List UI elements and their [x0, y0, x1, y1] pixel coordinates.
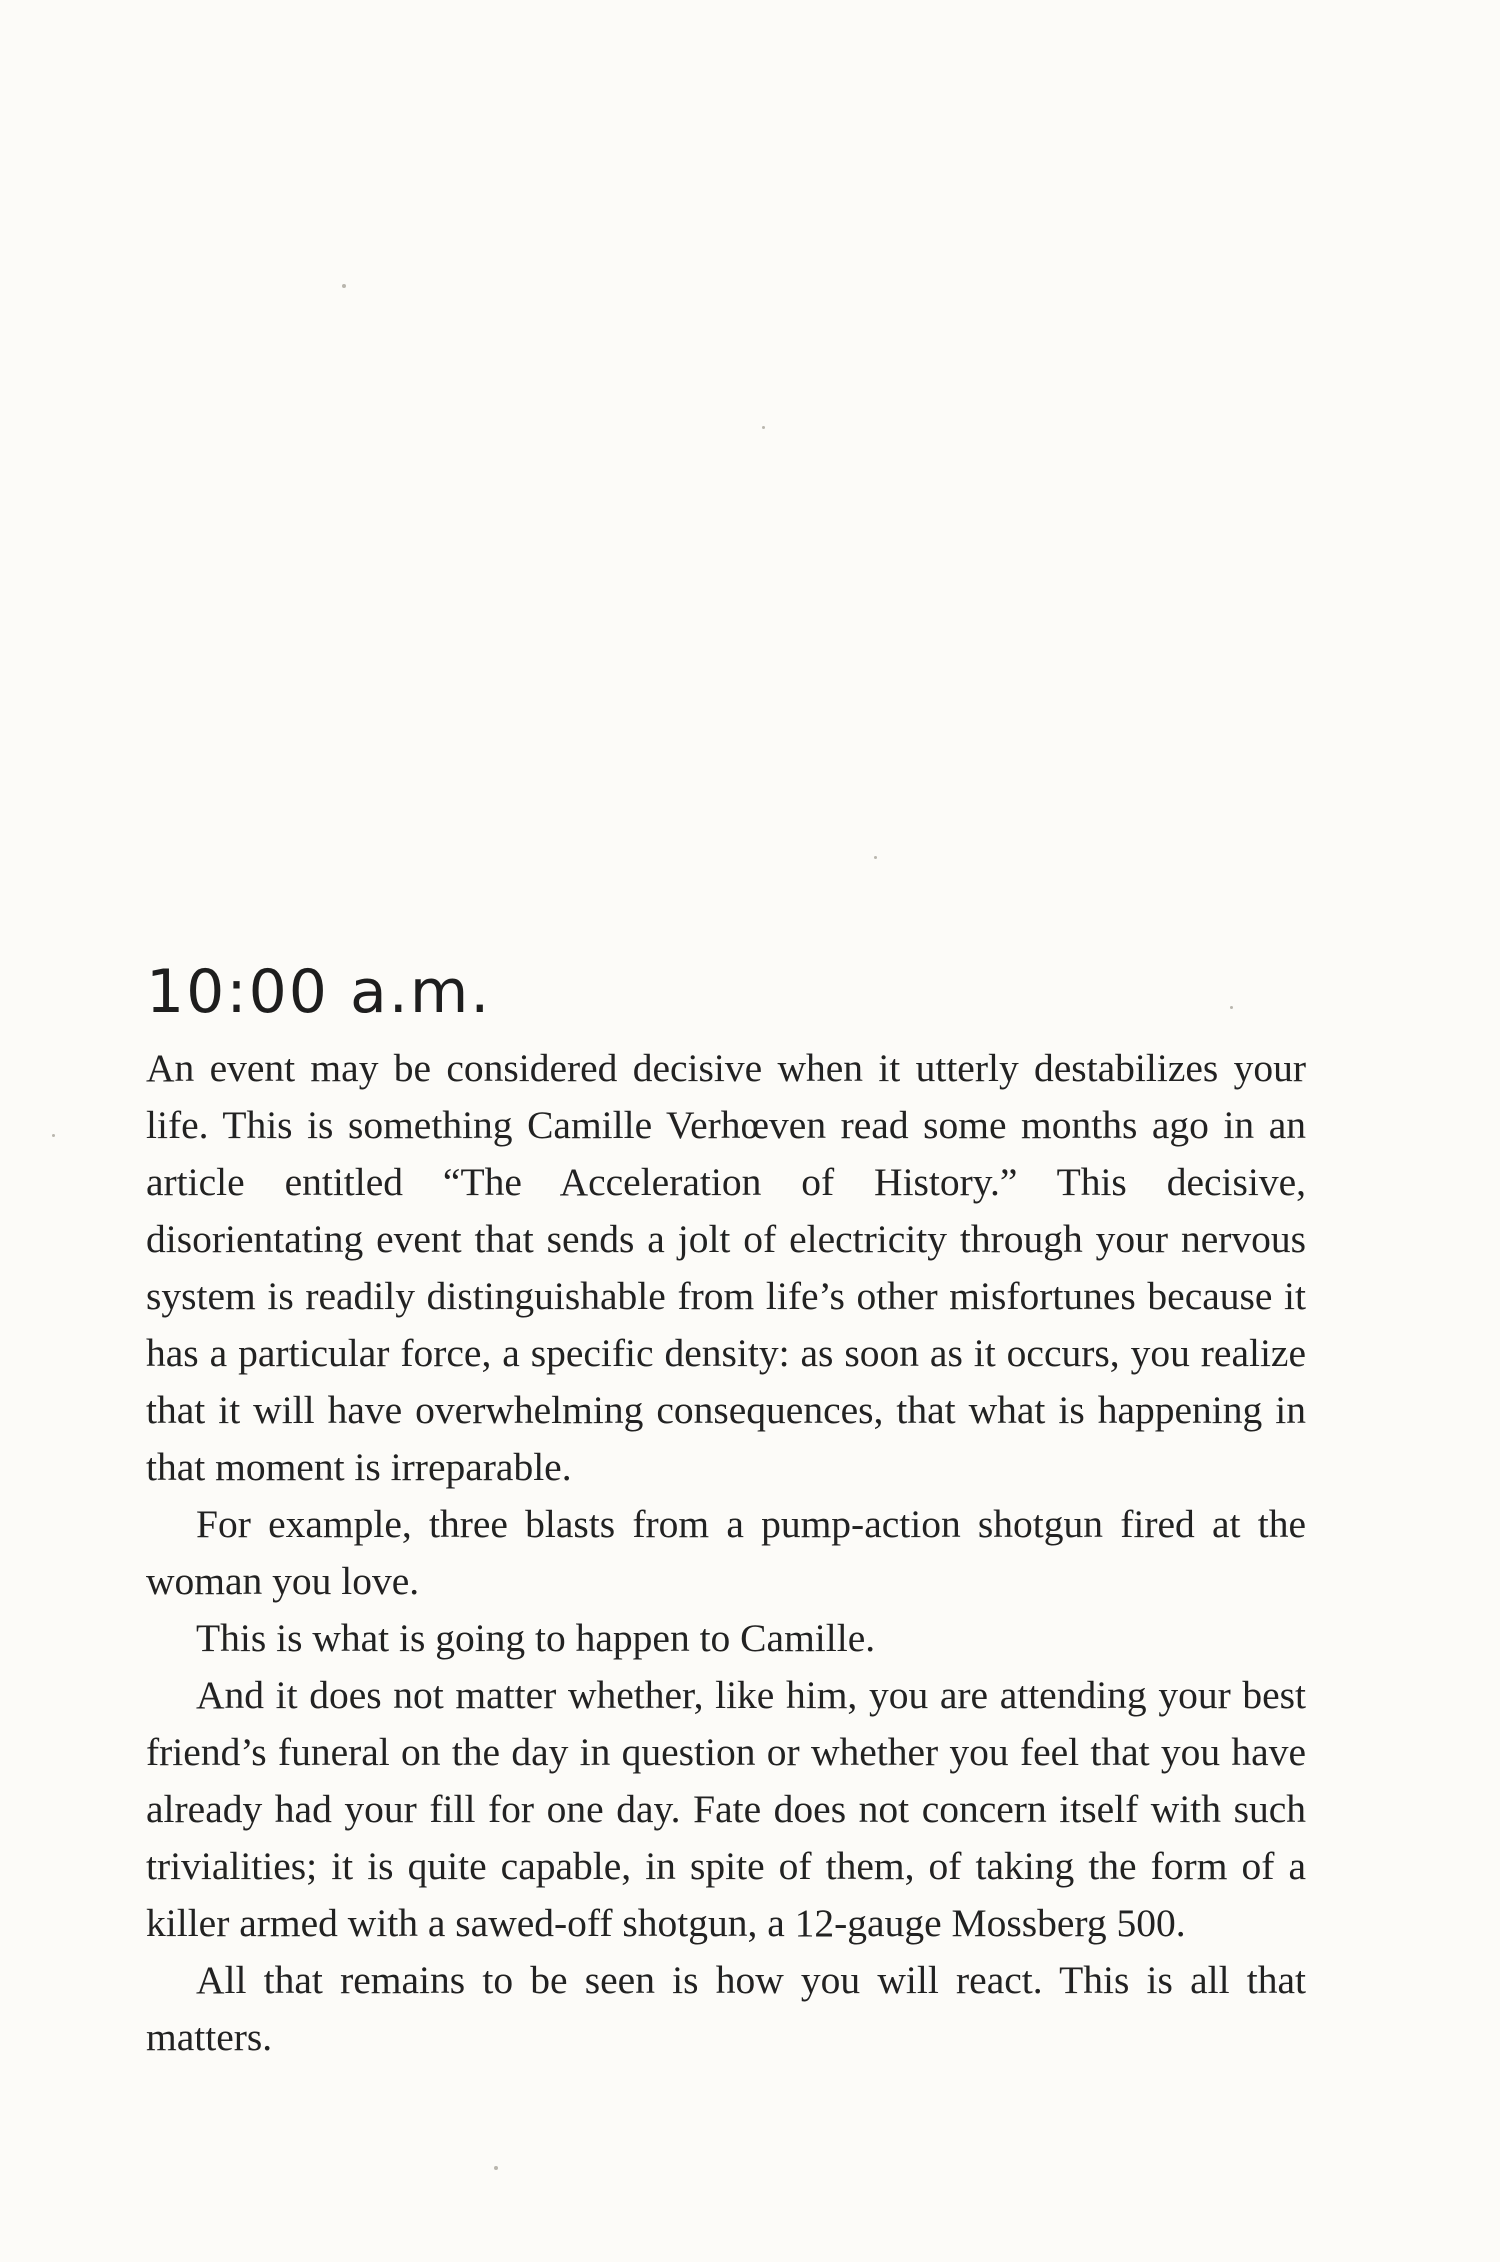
paper-speck [874, 856, 877, 859]
paper-speck [52, 1134, 55, 1137]
paper-speck [1230, 1006, 1233, 1009]
paragraph: And it does not matter whether, like him, you are attending your best friend’s funeral on the day in question or whether you feel that you have already had your fill for one day. Fate does not concern itself with such trivialities; it is quite capable, in spite of them, of taking the form of a killer armed with a sawed-off shotgun, a 12-gauge Mossberg 500. [146, 1673, 1306, 1945]
paragraph: All that remains to be seen is how you will react. This is all that matters. [146, 1958, 1306, 2059]
paragraph: For example, three blasts from a pump-action shotgun fired at the woman you love. [146, 1502, 1306, 1603]
chapter-body [146, 1040, 1306, 2066]
paper-speck [762, 426, 765, 429]
paragraph: An event may be considered decisive when it utterly destabilizes your life. This is something Camille Verhœven read some months ago in an article entitled “The Acceleration of History.” This decisive, disorientating event that sends a jolt of electricity through your nervous system is readily distinguishable from life’s other misfortunes because it has a particular force, a specific density: as soon as it occurs, you realize that it will have overwhelming consequences, that what is happening in that moment is irreparable. [146, 1046, 1306, 1489]
paper-speck [342, 284, 346, 288]
chapter-heading: 10:00 a.m. [146, 957, 492, 1027]
paragraph: This is what is going to happen to Camille. [196, 1616, 876, 1660]
paper-speck [494, 2166, 498, 2170]
